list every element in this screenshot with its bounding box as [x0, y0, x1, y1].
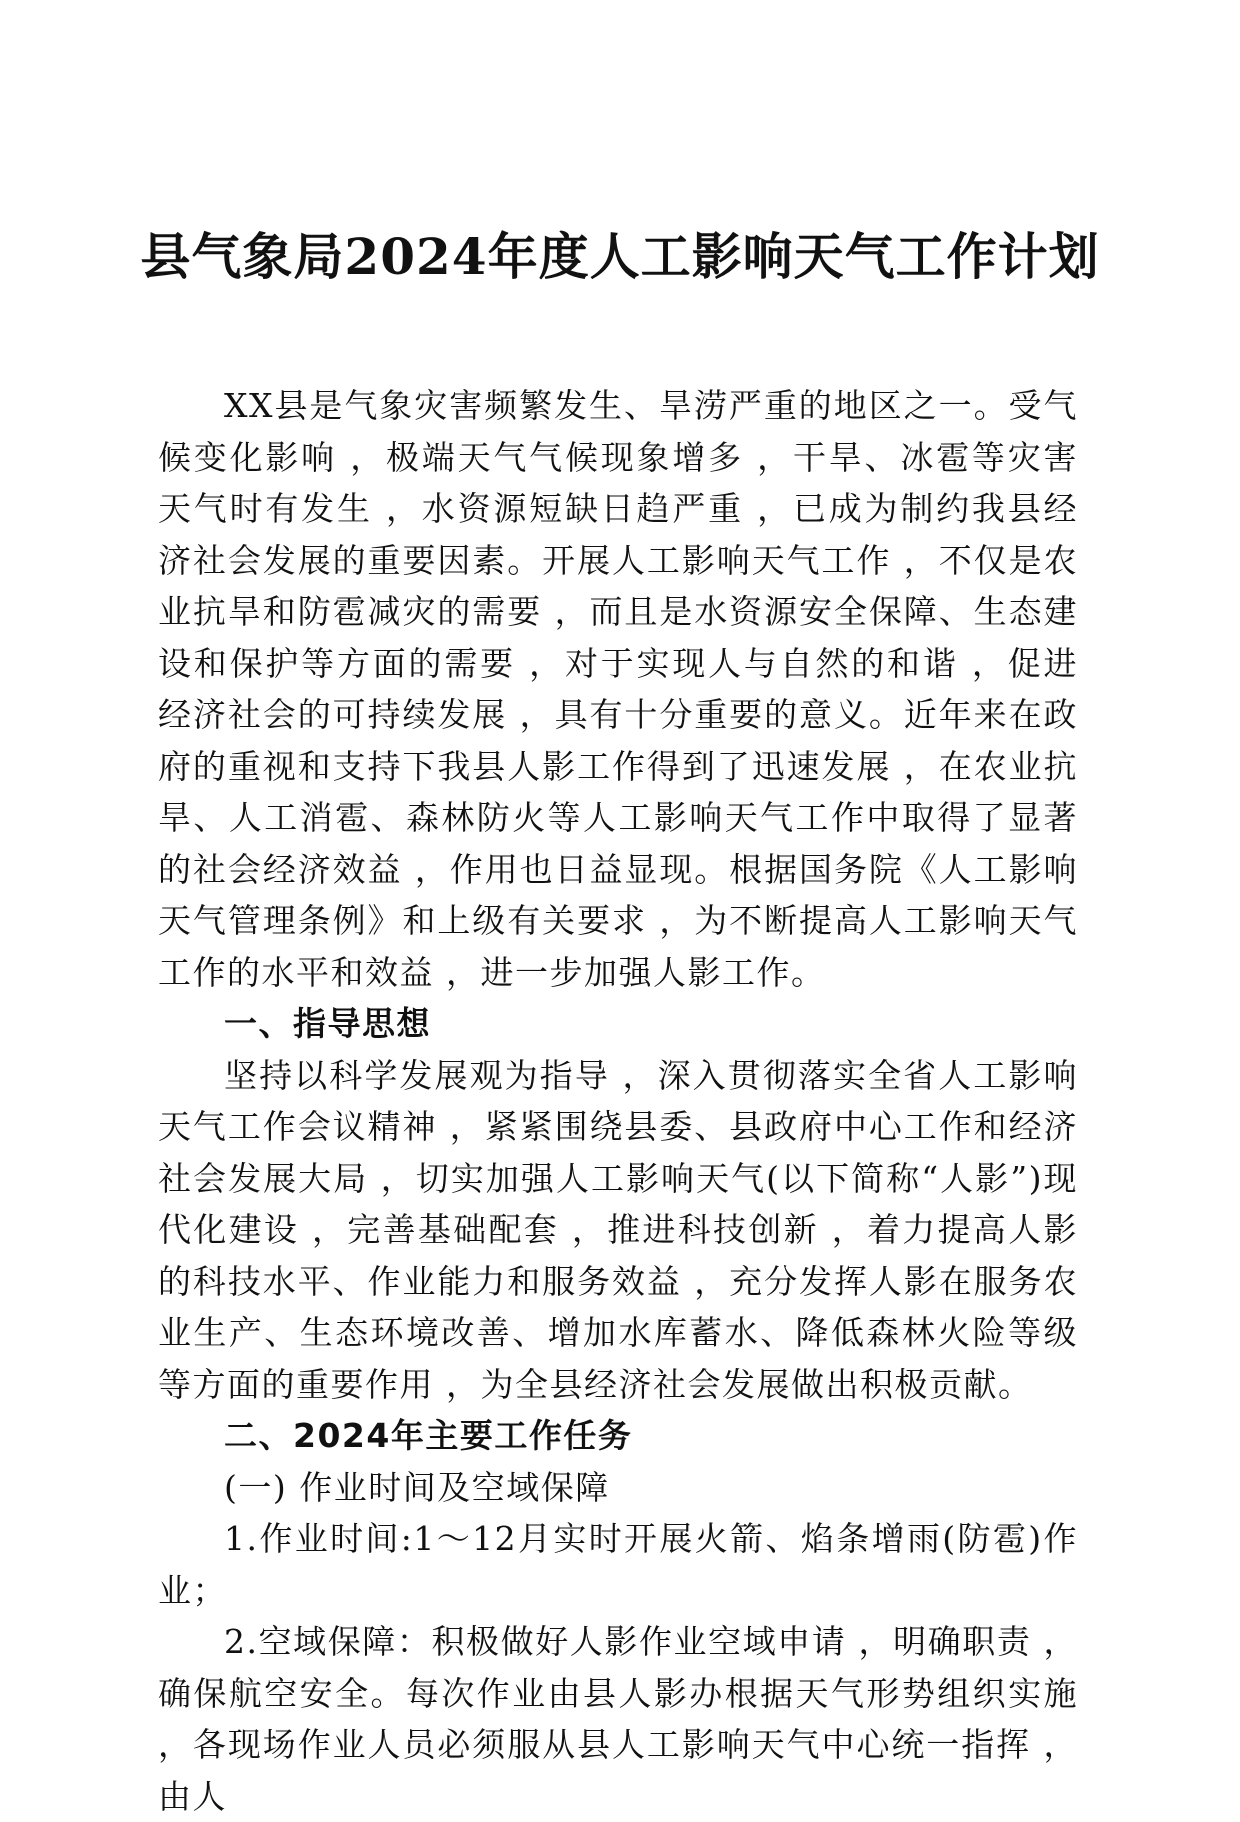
- section-heading-guiding-ideology: 一、指导思想: [224, 1004, 431, 1043]
- document-title: 县气象局2024年度人工影响天气工作计划: [140, 227, 1100, 286]
- section-heading-main-tasks: 二、2024年主要工作任务: [224, 1416, 633, 1455]
- guiding-ideology-paragraph: 坚持以科学发展观为指导 ，深入贯彻落实全省人工影响天气工作会议精神 ，紧紧围绕县委、县政府中心工作和经济社会发展大局 ，切实加强人工影响天气(以下简称“人影”)现代化建设 ，完善基础配套 ，推进科技创新 ，着力提高人影的科技水平、作业能力和服务效益 ，充分发挥人影在服务农业生产、生态环境改善、增加水库蓄水、降低森林火险等级等方面的重要作用 ，为全县经济社会发展做出积极贡献。: [158, 1055, 1078, 1404]
- document-body: [158, 380, 1078, 1822]
- intro-paragraph: XX县是气象灾害频繁发生、旱涝严重的地区之一。受气候变化影响 ，极端天气气候现象增多 ，干旱、冰雹等灾害天气时有发生 ，水资源短缺日趋严重 ，已成为制约我县经济社会发展的重要因素。开展人工影响天气工作 ，不仅是农业抗旱和防雹减灾的需要 ，而且是水资源安全保障、生态建设和保护等方面的需要 ，对于实现人与自然的和谐 ，促进经济社会的可持续发展 ，具有十分重要的意义。近年来在政府的重视和支持下我县人影工作得到了迅速发展 ，在农业抗旱、人工消雹、森林防火等人工影响天气工作中取得了显著的社会经济效益 ，作用也日益显现。根据国务院《人工影响天气管理条例》和上级有关要求 ，为不断提高人工影响天气工作的水平和效益 ，进一步加强人影工作。: [158, 386, 1078, 992]
- subsection-heading-operation-time: (一) 作业时间及空域保障: [224, 1467, 610, 1507]
- list-item-airspace: 2.空域保障：积极做好人影作业空域申请 ，明确职责 ，确保航空安全。每次作业由县人影办根据天气形势组织实施 ，各现场作业人员必须服从县人工影响天气中心统一指挥 ，由人: [158, 1622, 1078, 1816]
- list-item-operation-time: 1.作业时间:1～12月实时开展火箭、焰条增雨(防雹)作业；: [158, 1519, 1078, 1610]
